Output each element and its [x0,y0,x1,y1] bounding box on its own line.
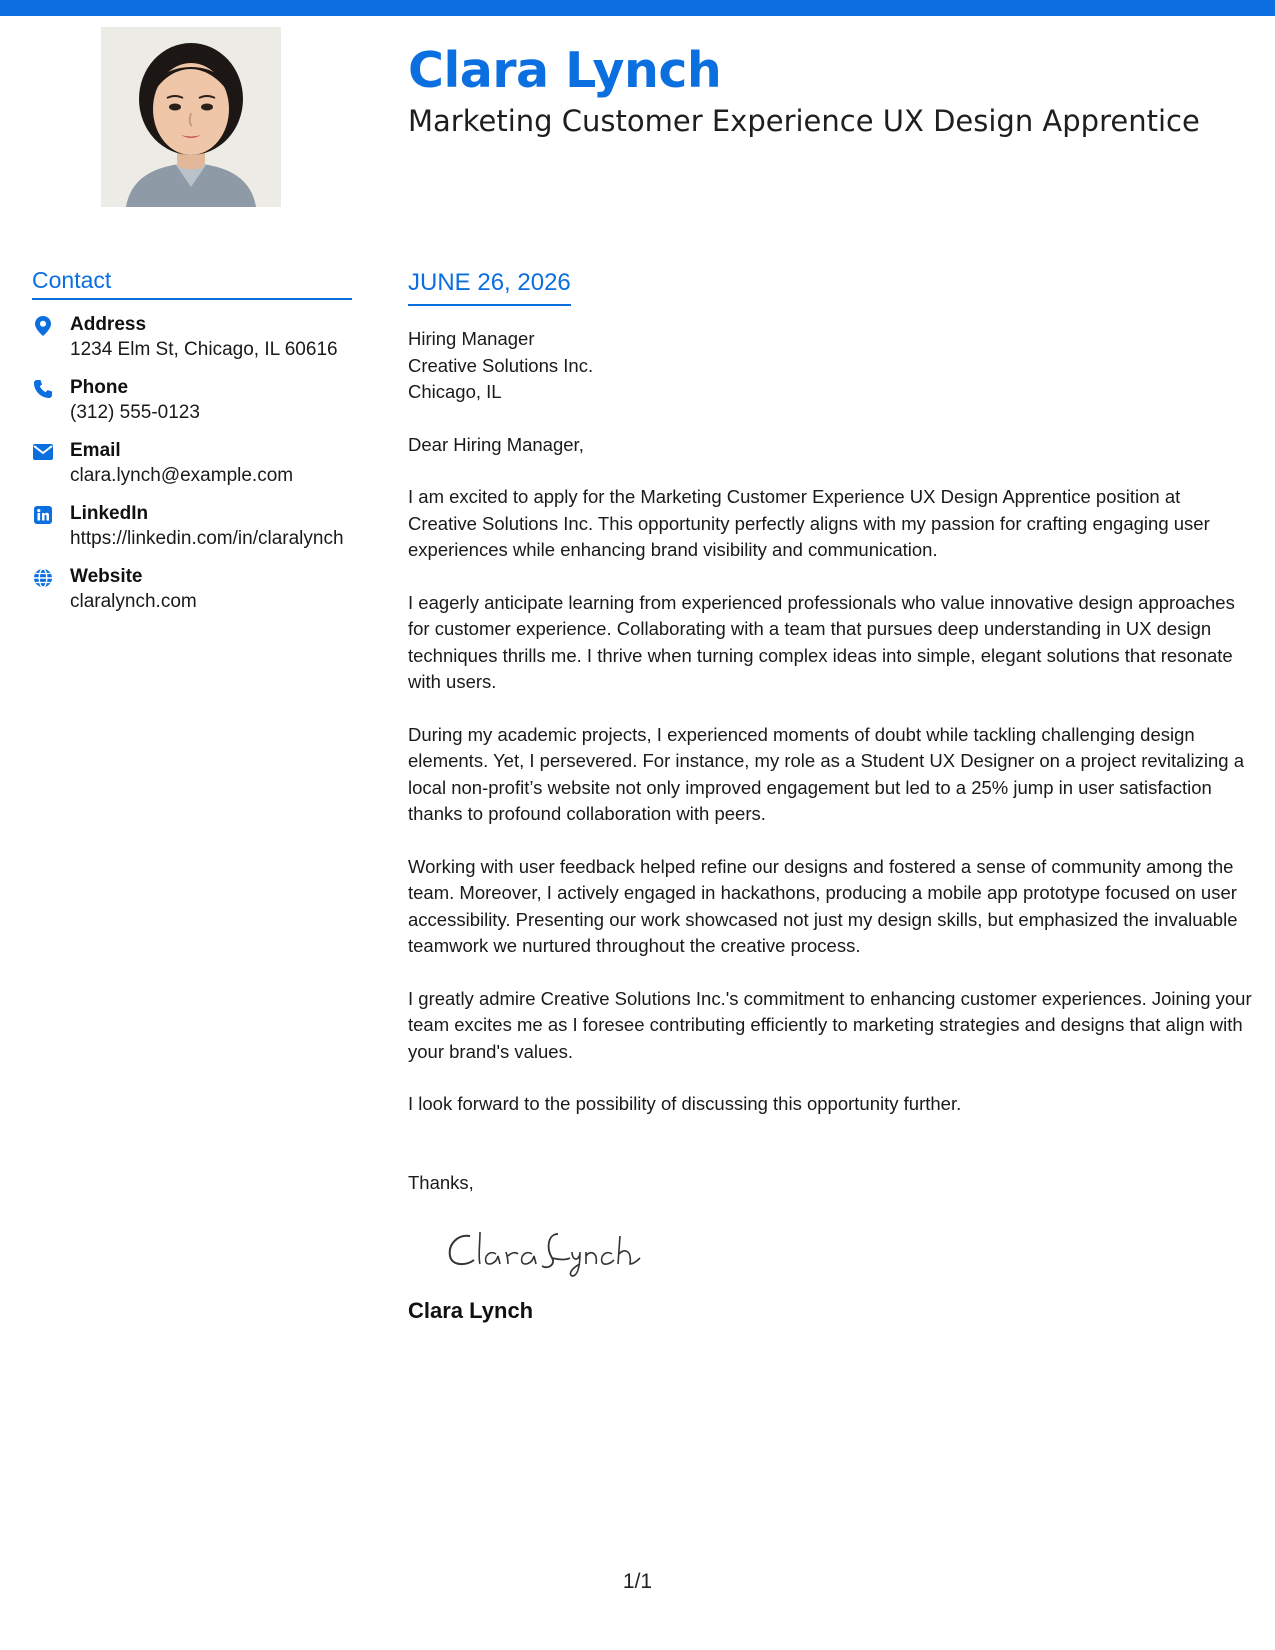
letter-body [408,268,1253,1326]
contact-sidebar [32,266,352,627]
contact-item-email [32,438,352,488]
recipient-line: Creative Solutions Inc. [408,354,594,376]
job-title: Marketing Customer Experience UX Design Apprentice [408,104,1200,138]
closing: Thanks, [408,1171,474,1193]
avatar [101,27,281,207]
salutation: Dear Hiring Manager, [408,433,584,455]
contact-label: Address [70,314,147,335]
recipient-block [408,326,1253,406]
recipient-line: Chicago, IL [408,381,502,402]
letter-paragraph: I look forward to the possibility of discussing this opportunity further. [408,1093,962,1114]
contact-label: Website [70,566,143,587]
contact-section-title: Contact [32,266,352,300]
letter-paragraph: I eagerly anticipate learning from experienced professionals who value innovative design approaches for customer experience. Collaborating with a team that pursues deep understanding in UX design techniques thrills me. I thrive when turning complex ideas into simple, elegant solutions that resonate with users. [408,591,1235,692]
handwritten-signature [440,1201,1253,1284]
email-value[interactable]: clara.lynch@example.com [70,465,294,486]
address-value: 1234 Elm St, Chicago, IL 60616 [70,339,338,360]
linkedin-value[interactable]: https://linkedin.com/in/claralynch [70,528,344,549]
letter-paragraph: During my academic projects, I experienced moments of doubt while tackling challenging design elements. Yet, I persevered. For instance, my role as a Student UX Designer on a project revitalizing a local non-profit’s website not only improved engagement but led to a 25% jump in user satisfaction thanks to profound collaboration with peers. [408,723,1245,824]
signed-name: Clara Lynch [408,1298,534,1323]
website-value[interactable]: claralynch.com [70,591,197,612]
contact-label: LinkedIn [70,503,149,524]
phone-icon [32,378,54,400]
letter-paragraph: I greatly admire Creative Solutions Inc.'s commitment to enhancing customer experiences. Joining your team excites me as I foresee contributing efficiently to marketing strategies and designs that align with your brand's values. [408,987,1252,1062]
contact-label: Phone [70,377,129,398]
phone-value: (312) 555-0123 [70,402,200,423]
page-number: 1/1 [622,1570,653,1593]
letter-date: JUNE 26, 2026 [408,268,571,306]
contact-label: Email [70,440,121,461]
linkedin-icon [32,504,54,526]
contact-item-phone [32,375,352,425]
envelope-icon [32,441,54,463]
contact-item-linkedin [32,501,352,551]
map-pin-icon [32,315,54,337]
svg-text:Clara Lynch: Clara Lynch [440,1201,525,1218]
contact-item-address [32,312,352,362]
top-accent-bar [0,0,1275,16]
contact-item-website [32,564,352,614]
globe-icon [32,567,54,589]
letter-paragraph: Working with user feedback helped refine our designs and fostered a sense of community among the team. Moreover, I actively engaged in hackathons, producing a mobile app prototype focused on user accessibility. Presenting our work showcased not just my design skills, but emphasized the invaluable teamwork we nurtured throughout the creative process. [408,855,1238,956]
applicant-name: Clara Lynch [408,42,722,99]
avatar-portrait [101,27,281,207]
letter-paragraph: I am excited to apply for the Marketing Customer Experience UX Design Apprentice position at Creative Solutions Inc. This opportunity perfectly aligns with my passion for crafting engaging user experiences while enhancing brand visibility and communication. [408,486,1210,560]
recipient-line: Hiring Manager [408,328,535,349]
